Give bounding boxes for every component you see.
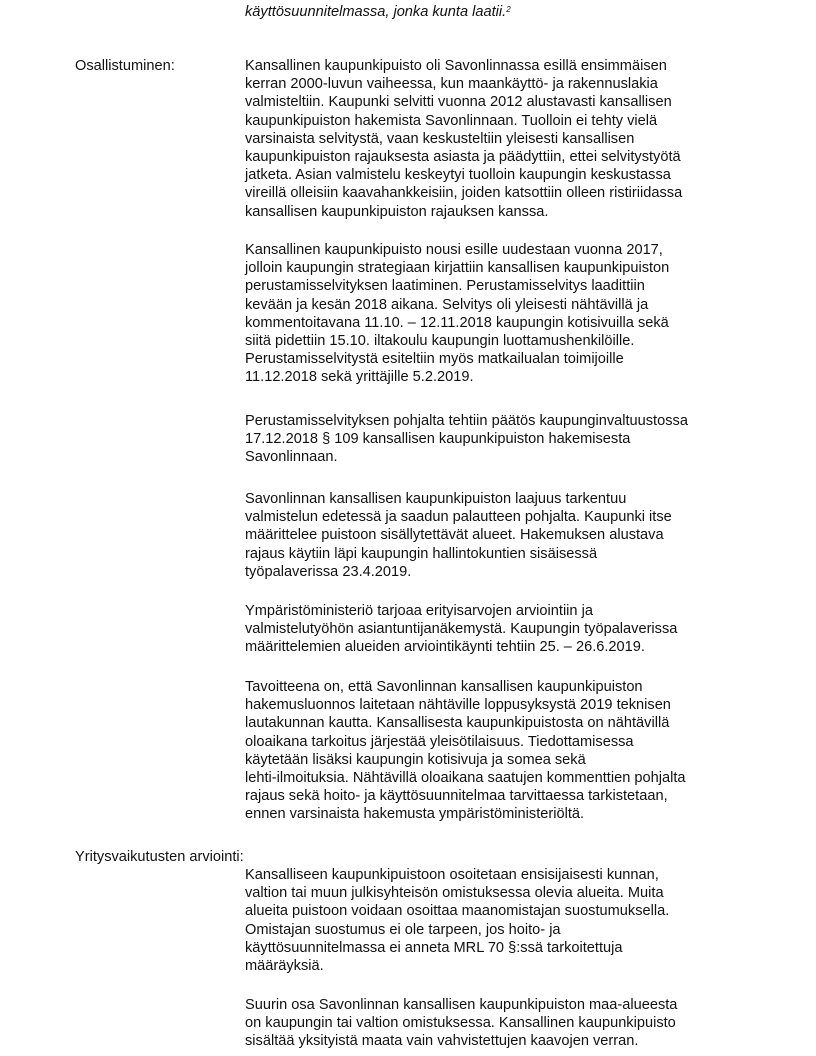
paragraph <box>245 678 686 824</box>
text-line: ennen varsinaista hakemusta ympäristöministeriöltä. <box>245 806 585 823</box>
text-line: lautakunnan kautta. Kansallisesta kaupunkipuistosta on nähtävillä <box>245 715 670 732</box>
text-line: kansallisen kaupunkipuiston rajauksen kanssa. <box>245 203 549 220</box>
paragraph <box>245 57 682 221</box>
text-line: lehti-ilmoituksia. Nähtävillä oloaikana saatujen kommenttien pohjalta <box>245 770 686 787</box>
text-line: valmistelun edetessä ja saadun palautteen pohjalta. Kaupunki itse <box>245 509 672 526</box>
paragraph <box>245 490 672 581</box>
paragraph <box>245 602 677 657</box>
text-line: jolloin kaupungin strategiaan kirjattiin kansallisen kaupunkipuiston <box>245 260 670 277</box>
section-label-osallistuminen: Osallistuminen: <box>75 58 175 74</box>
text-line: valmistelutyöhön asiantuntijanäkemystä. Kaupungin työpalaverissa <box>245 621 678 638</box>
continued-italic-line <box>245 3 511 21</box>
text-line: kaupunkipuiston rajauksesta asiasta ja päädyttiin, ettei selvitystyötä <box>245 149 681 166</box>
paragraph <box>245 996 677 1051</box>
text-line: Savonlinnaan. <box>245 449 338 466</box>
text-line: käyttösuunnitelmassa ei anneta MRL 70 §:ssä tarkoitettuja <box>245 939 623 956</box>
continued-italic-text: käyttösuunnitelmassa, jonka kunta laatii. <box>245 4 507 20</box>
text-line: Ympäristöministeriö tarjoaa erityisarvojen arviointiin ja <box>245 603 593 619</box>
text-line: alueita puistoon voidaan osoittaa maanomistajan suostumuksella. <box>245 903 670 920</box>
text-line: Savonlinnan kansallisen kaupunkipuiston laajuus tarkentuu <box>245 491 627 507</box>
text-line: jatketa. Asian valmistelu keskeytyi tuolloin kaupungin keskustassa <box>245 167 671 184</box>
text-line: määräyksiä. <box>245 958 324 975</box>
text-line: rajaus sekä hoito- ja käyttösuunnitelmaa tarvittaessa tarkistetaan, <box>245 788 668 805</box>
text-line: hakemusluonnos laitetaan nähtäville loppusyksystä 2019 teknisen <box>245 697 671 714</box>
text-line: on kaupungin tai valtion omistuksessa. Kansallinen kaupunkipuisto <box>245 1015 676 1032</box>
text-line: 17.12.2018 § 109 kansallisen kaupunkipuiston hakemisesta <box>245 431 631 448</box>
text-line: Kansalliseen kaupunkipuistoon osoitetaan ensisijaisesti kunnan, <box>245 867 659 883</box>
text-line: kerran 2000-luvun vaiheessa, kun maankäyttö- ja rakennuslakia <box>245 76 658 93</box>
paragraph <box>245 241 669 387</box>
section-label-yritysvaikutusten-arviointi: Yritysvaikutusten arviointi: <box>75 849 244 865</box>
text-line: Tavoitteena on, että Savonlinnan kansallisen kaupunkipuiston <box>245 679 643 695</box>
text-line: kevään ja kesän 2018 aikana. Selvitys oli yleisesti nähtävillä ja <box>245 296 649 313</box>
text-line: kommentoitavana 11.10. – 12.11.2018 kaupungin kotisivuilla sekä <box>245 314 669 331</box>
text-line: käytetään lisäksi kaupungin kotisivuja ja somea sekä <box>245 751 586 768</box>
text-line: 11.12.2018 sekä yrittäjille 5.2.2019. <box>245 369 474 386</box>
text-line: Omistajan suostumus ei ole tarpeen, jos hoito- ja <box>245 921 561 938</box>
text-line: valtion tai muun julkisyhteisön omistuksessa olevia alueita. Muita <box>245 885 664 902</box>
text-line: varsinaista selvitystä, vaan keskusteltiin yleisesti kansallisen <box>245 130 635 147</box>
text-line: määrittelee puistoon sisällytettävät alueet. Hakemuksen alustava <box>245 527 664 544</box>
text-line: perustamisselvityksen laatiminen. Perustamisselvitys laadittiin <box>245 278 645 295</box>
text-line: työpalaverissa 23.4.2019. <box>245 563 412 580</box>
text-line: määrittelemien alueiden arviointikäynti tehtiin 25. – 26.6.2019. <box>245 639 645 656</box>
paragraph <box>245 412 688 467</box>
text-line: oloaikana tarkoitus järjestää yleisötilaisuus. Tiedottamisessa <box>245 733 634 750</box>
paragraph <box>245 866 669 975</box>
text-line: rajaus käytiin läpi kaupungin hallintokuntien sisäisessä <box>245 545 598 562</box>
text-line: Suurin osa Savonlinnan kansallisen kaupunkipuiston maa-alueesta <box>245 997 678 1013</box>
text-line: siitä pidettiin 15.10. iltakoulu kaupungin luottamushenkilöille. <box>245 333 635 350</box>
text-line: Kansallinen kaupunkipuisto oli Savonlinnassa esillä ensimmäisen <box>245 58 667 74</box>
footnote-marker: 2 <box>506 5 511 14</box>
text-line: valmisteltiin. Kaupunki selvitti vuonna 2012 alustavasti kansallisen <box>245 94 672 111</box>
text-line: Perustamisselvityksen pohjalta tehtiin päätös kaupunginvaltuustossa <box>245 413 688 429</box>
text-line: sisältää yksityistä maata vain vahvistettujen kaavojen verran. <box>245 1033 639 1050</box>
text-line: kaupunkipuiston hakemista Savonlinnaan. Tuolloin ei tehty vielä <box>245 112 658 129</box>
text-line: Perustamisselvitystä esiteltiin myös matkailualan toimijoille <box>245 351 624 368</box>
text-line: Kansallinen kaupunkipuisto nousi esille uudestaan vuonna 2017, <box>245 242 663 258</box>
text-line: vireillä olleisiin kaavahankkeisiin, joiden katsottiin olleen ristiriidassa <box>245 185 683 202</box>
